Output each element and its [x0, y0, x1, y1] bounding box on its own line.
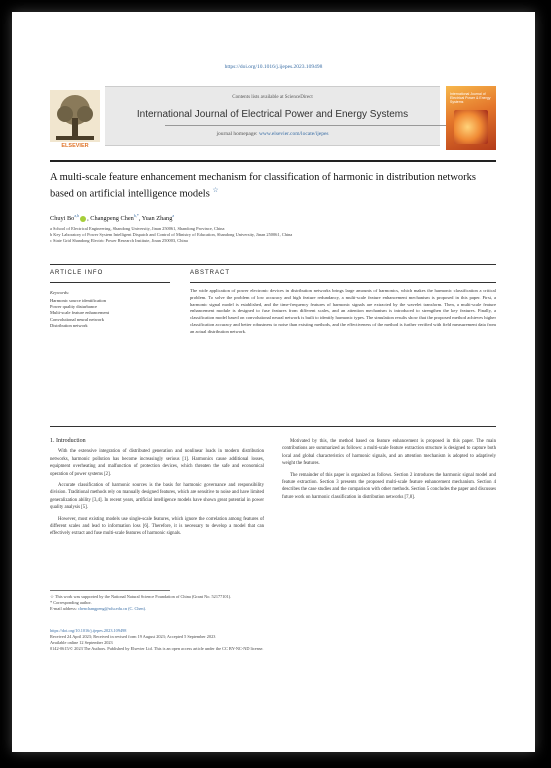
- title-footnote-mark[interactable]: ☆: [212, 186, 219, 194]
- article-page: [12, 12, 535, 752]
- article-title: [50, 171, 480, 201]
- journal-homepage: [105, 131, 440, 137]
- journal-title: International Journal of Electrical Power and Energy Systems: [136, 109, 409, 120]
- keyword: Convolutional neural network: [50, 316, 104, 322]
- footnotes: [50, 594, 496, 612]
- section-rule: [50, 264, 496, 265]
- affiliation-line: c State Grid Shandong Electric Power Research Institute, Jinan 250003, China: [50, 238, 188, 243]
- affiliations: [50, 226, 496, 244]
- license-line: 0142-0615/© 2023 The Authors. Published by Elsevier Ltd. This is an open access article under the CC BY-NC-ND license.: [50, 646, 264, 651]
- keyword: Distribution network: [50, 322, 88, 328]
- article-footer: [50, 628, 496, 652]
- article-info-heading: ARTICLE INFO: [50, 270, 104, 276]
- contents-line: Contents lists available at ScienceDirect: [232, 95, 313, 100]
- author-affiliation-mark: a,b: [74, 213, 80, 218]
- header-rule: [50, 160, 496, 162]
- body-paragraph: Motivated by this, the method based on feature enhancement is proposed in this paper. The main contributions are summarized as follows: a multi-scale feature extraction structure is designed to capture both local and global characteristics of harmonic signals, and an attention mechanism is adopted to adaptively weight the features.: [282, 439, 496, 467]
- email-link[interactable]: chenchangpeng@sdu.edu.cn (C. Chen).: [77, 606, 147, 611]
- doi-link-top[interactable]: https://doi.org/10.1016/j.ijepes.2023.109498: [224, 64, 323, 70]
- homepage-label: journal homepage:: [216, 131, 258, 137]
- author-name[interactable]: Yuan Zhang: [141, 215, 173, 223]
- author-name[interactable]: Chuyi Bo: [50, 215, 75, 223]
- email-label: E-mail address:: [50, 606, 77, 611]
- abstract-rule: [190, 282, 496, 283]
- doi-link-footer[interactable]: https://doi.org/10.1016/j.ijepes.2023.109498: [50, 628, 127, 633]
- keywords-list: [50, 298, 165, 329]
- author-affiliation-mark: a: [172, 213, 175, 218]
- author-list: Chuyi Bo$^{a,b}$ , Changpeng Chen$^{b,*}$, Yuan Zhang$^a$: [50, 213, 175, 223]
- journal-cover-image: [446, 86, 496, 150]
- body-column-left: [50, 438, 264, 542]
- footnote-funding: ☆ This work was supported by the National Natural Science Foundation of China (Grant No. 52177101).: [50, 594, 232, 599]
- received-dates: Received 24 April 2023; Received in revised form 19 August 2023; Accepted 5 September 2023: [50, 634, 216, 639]
- body-rule: [50, 426, 496, 427]
- body-paragraph: However, most existing models use single-scale features, which ignore the correlation among features of different scales and lead to information loss [6]. Therefore, it is necessary to develop a model that can effectively extract and fuse multi-scale features of harmonic signals.: [50, 516, 264, 537]
- introduction-heading: 1. Introduction: [50, 438, 86, 444]
- footnote-rule: [50, 590, 170, 591]
- body-paragraph: With the extensive integration of distributed generation and nonlinear loads in modern distribution networks, harmonic pollution has become increasingly serious [1]. Harmonics cause additional losses, equipment overheating and malfunction of protection devices, which threaten the safe and economical operation of power systems [2].: [50, 449, 264, 477]
- keyword: Multi-scale feature enhancement: [50, 310, 109, 316]
- journal-banner: [105, 86, 440, 146]
- abstract-heading: ABSTRACT: [190, 270, 231, 276]
- orcid-icon[interactable]: [80, 216, 86, 222]
- available-online: Available online 12 September 2023: [50, 640, 113, 645]
- article-title-text: A multi-scale feature enhancement mechanism for classification of harmonic in distribution networks based on artificial intelligence models: [50, 172, 476, 200]
- banner-rule: [165, 125, 490, 126]
- affiliation-line: a School of Electrical Engineering, Shandong University, Jinan 250061, Shandong Province, China: [50, 226, 225, 231]
- keywords-label: Keywords:: [50, 290, 70, 295]
- elsevier-tree-logo-icon: [50, 90, 100, 150]
- affiliation-line: b Key Laboratory of Power System Intelligent Dispatch and Control of Ministry of Education, Shandong University, Jinan 250061, China: [50, 232, 293, 237]
- info-rule: [50, 282, 170, 283]
- homepage-link[interactable]: www.elsevier.com/locate/ijepes: [258, 131, 329, 137]
- cover-graphic: [454, 110, 488, 144]
- footnote-email: [50, 606, 496, 612]
- journal-header: [50, 84, 496, 154]
- keyword: Power quality disturbance: [50, 304, 97, 310]
- author-name[interactable]: Changpeng Chen: [90, 215, 134, 223]
- abstract-text: The wide application of power electronic devices in distribution networks brings large amounts of harmonics, which makes the harmonic classification a critical problem. To solve the problem of low accuracy and high feature redundancy, a multi-scale feature enhancement mechanism is proposed in this paper. First, a harmonic signal model is established, and the time-frequency features of harmonic signals are extracted by the wavelet transform. Then, a multi-scale feature enhancement module is designed to fuse features from different scales, and an attention mechanism is introduced to strengthen the key features. Finally, a classification model based on convolutional neural network is built to identify harmonic types. The simulation results show that the proposed method achieves higher classification accuracy and better robustness to noise than existing methods, and the effectiveness of the method is further verified with field measurement data from an actual distribution network.: [190, 288, 496, 334]
- author-affiliation-mark: b,*: [133, 213, 139, 218]
- keyword: Harmonic source identification: [50, 298, 106, 303]
- body-paragraph: Accurate classification of harmonic sources is the basis for harmonic governance and responsibility division. Traditional methods rely on manually designed features, which are sensitive to noise and have limited generalization ability [3,4]. In recent years, artificial intelligence models have shown great potential in power quality analysis [5].: [50, 483, 264, 511]
- body-paragraph: The remainder of this paper is organized as follows. Section 2 introduces the harmonic signal model and feature extraction. Section 3 presents the proposed multi-scale feature enhancement mechanism. Section 4 describes the case studies and the comparison with other methods. Section 5 concludes the paper and discusses future work on harmonic classification in distribution networks [7,8].: [282, 472, 496, 500]
- publisher-name: ELSEVIER: [61, 143, 89, 149]
- cover-title: International Journal of Electrical Power & Energy Systems: [450, 92, 491, 105]
- footnote-corresponding: * Corresponding author.: [50, 600, 92, 605]
- body-column-right: [282, 438, 496, 505]
